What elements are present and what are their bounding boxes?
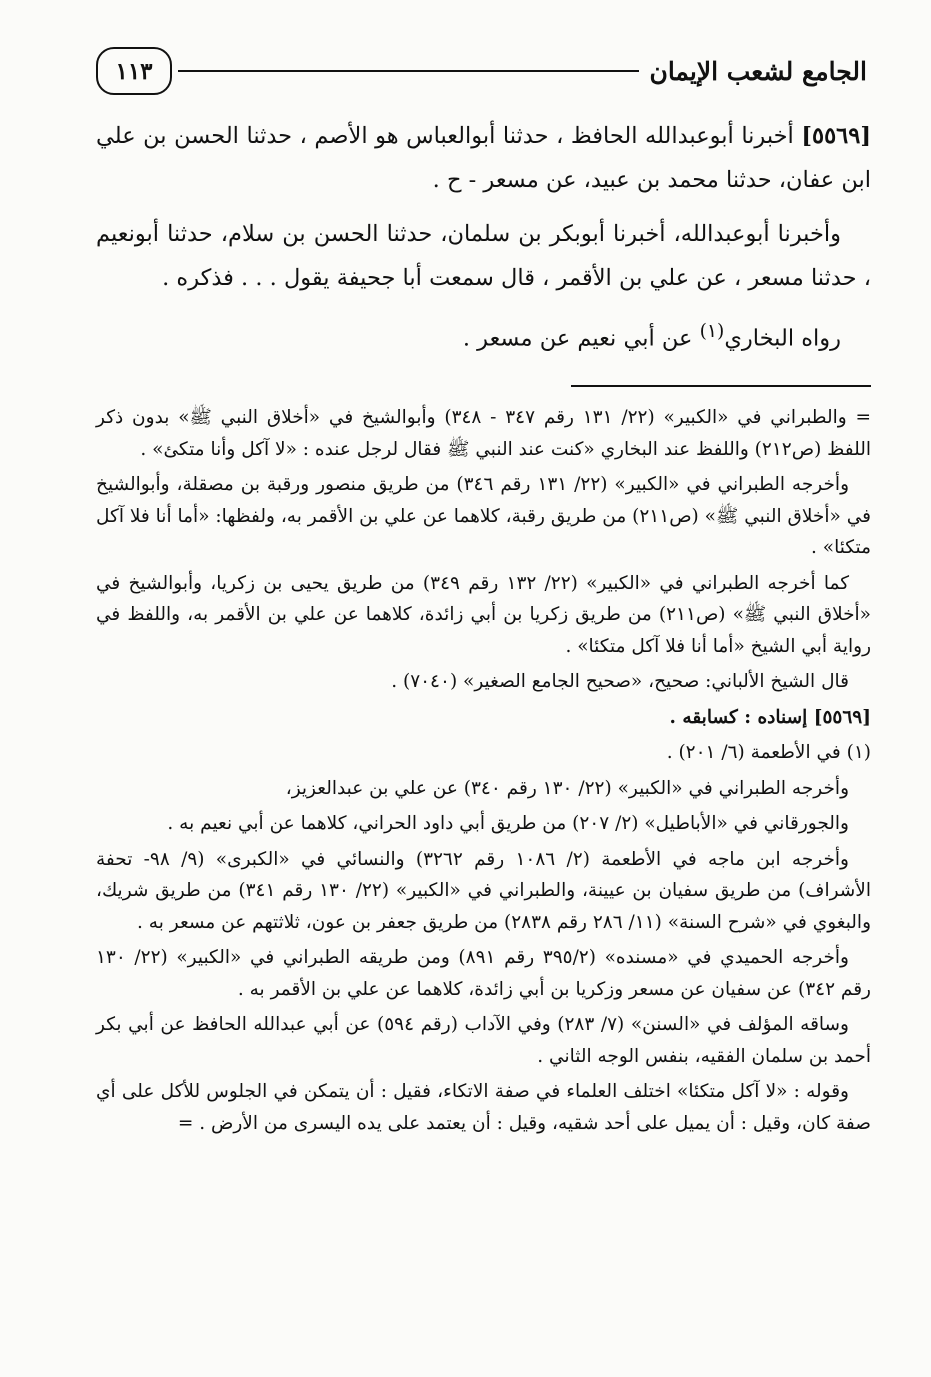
footnote-paragraph: وأخرجه الطبراني في «الكبير» (٢٢/ ١٣٠ رقم ٣٤٠) عن علي بن عبدالعزيز، bbox=[285, 777, 849, 799]
hadith-number: [٥٥٦٩] bbox=[801, 123, 872, 149]
footnote-paragraph: وقوله : «لا آكل متكئا» اختلف العلماء في صفة الاتكاء، فقيل : أن يتمكن في الجلوس للأكل على أي صفة كان، وقيل : أن يميل على أحد شقيه، وقيل : أن يعتمد على يده اليسرى من الأرض . = bbox=[96, 1081, 871, 1134]
header-rule bbox=[178, 70, 639, 72]
main-paragraph-text: رواه البخاري bbox=[724, 325, 841, 352]
footnote-paragraph: وساقه المؤلف في «السنن» (٧/ ٢٨٣) وفي الآداب (رقم ٥٩٤) عن أبي عبدالله الحافظ عن أبي بكر أحمد بن سلمان الفقيه، بنفس الوجه الثاني . bbox=[96, 1014, 871, 1067]
footnote-ref: (١) bbox=[699, 321, 725, 342]
footnote-separator bbox=[571, 385, 871, 387]
footnote-paragraph: وأخرجه الحميدي في «مسنده» (٣٩٥/٢ رقم ٨٩١) ومن طريقه الطبراني في «الكبير» (٢٢/ ١٣٠ رقم ٣٤٢) عن سفيان عن مسعر وزكريا بن أبي زائدة، كلاهما عن علي بن الأقمر به . bbox=[96, 947, 871, 1000]
footnote-paragraph: والجورقاني في «الأباطيل» (٢/ ٢٠٧) من طريق أبي داود الحراني، كلاهما عن أبي نعيم به . bbox=[167, 813, 849, 834]
main-text bbox=[96, 114, 871, 371]
footnote-paragraph: = والطبراني في «الكبير» (٢٢/ ١٣١ رقم ٣٤٧ - ٣٤٨) وأبوالشيخ في «أخلاق النبي ﷺ» بدون ذكر اللفظ (ص٢١٢) واللفظ عند البخاري «كنت عند النبي ﷺ فقال لرجل عنده : «لا آكل وأنا متكئ» . bbox=[96, 407, 871, 460]
main-paragraph bbox=[96, 114, 871, 202]
main-paragraph-text: عن أبي نعيم عن مسعر . bbox=[462, 325, 700, 352]
footnote-paragraph: قال الشيخ الألباني: صحيح، «صحيح الجامع الصغير» (٧٠٤٠) . bbox=[391, 671, 849, 692]
footnote-paragraph bbox=[96, 702, 871, 734]
hadith-number: [٥٥٦٩] bbox=[813, 706, 871, 728]
book-title: الجامع لشعب الإيمان bbox=[649, 56, 867, 86]
page-header bbox=[96, 46, 867, 96]
footnote-paragraph: (١) في الأطعمة (٦/ ٢٠١) . bbox=[666, 742, 871, 763]
footnote-paragraph: وأخرجه الطبراني في «الكبير» (٢٢/ ١٣١ رقم ٣٤٦) من طريق منصور ورقبة بن مصقلة، وأبوالشيخ في «أخلاق النبي ﷺ» (ص٢١١) من طريق رقبة، كلاهما عن علي بن الأقمر به، ولفظها: «أما أنا فلا آكل متكئا» . bbox=[96, 474, 872, 558]
page-number: ١١٣ bbox=[96, 47, 172, 95]
footnote-paragraph: كما أخرجه الطبراني في «الكبير» (٢٢/ ١٣٢ رقم ٣٤٩) من طريق يحيى بن زكريا، وأبوالشيخ في «أخلاق النبي ﷺ» (ص٢١١) من طريق زكريا بن أبي زائدة، كلاهما عن علي بن الأقمر به، واللفظ في رواية أبي الشيخ «أما أنا فلا آكل متكئا» . bbox=[96, 572, 871, 657]
footnotes bbox=[96, 402, 871, 1143]
main-paragraph: وأخبرنا أبوعبدالله، أخبرنا أبوبكر بن سلمان، حدثنا الحسن بن سلام، حدثنا أبونعيم ، حدثنا مسعر ، عن علي بن الأقمر ، قال سمعت أبا جحيفة يقول . . . فذكره . bbox=[96, 221, 871, 291]
main-paragraph bbox=[96, 310, 871, 361]
footnote-paragraph: وأخرجه ابن ماجه في الأطعمة (٢/ ١٠٨٦ رقم ٣٢٦٢) والنسائي في «الكبرى» (٩/ ٩٨- تحفة الأشراف) من طريق سفيان بن عيينة، والطبراني في «الكبير» (٢٢/ ١٣٠ رقم ٣٤١) من طريق شريك، والبغوي في «شرح السنة» (١١/ ٢٨٦ رقم ٢٨٣٨) من طريق جعفر بن عون، ثلاثتهم عن مسعر به . bbox=[96, 848, 871, 933]
main-paragraph-text: أخبرنا أبوعبدالله الحافظ ، حدثنا أبوالعباس هو الأصم ، حدثنا الحسن بن علي ابن عفان، حدثنا محمد بن عبيد، عن مسعر - ح . bbox=[96, 123, 871, 193]
footnote-text: إسناده : كسابقه . bbox=[669, 706, 814, 728]
